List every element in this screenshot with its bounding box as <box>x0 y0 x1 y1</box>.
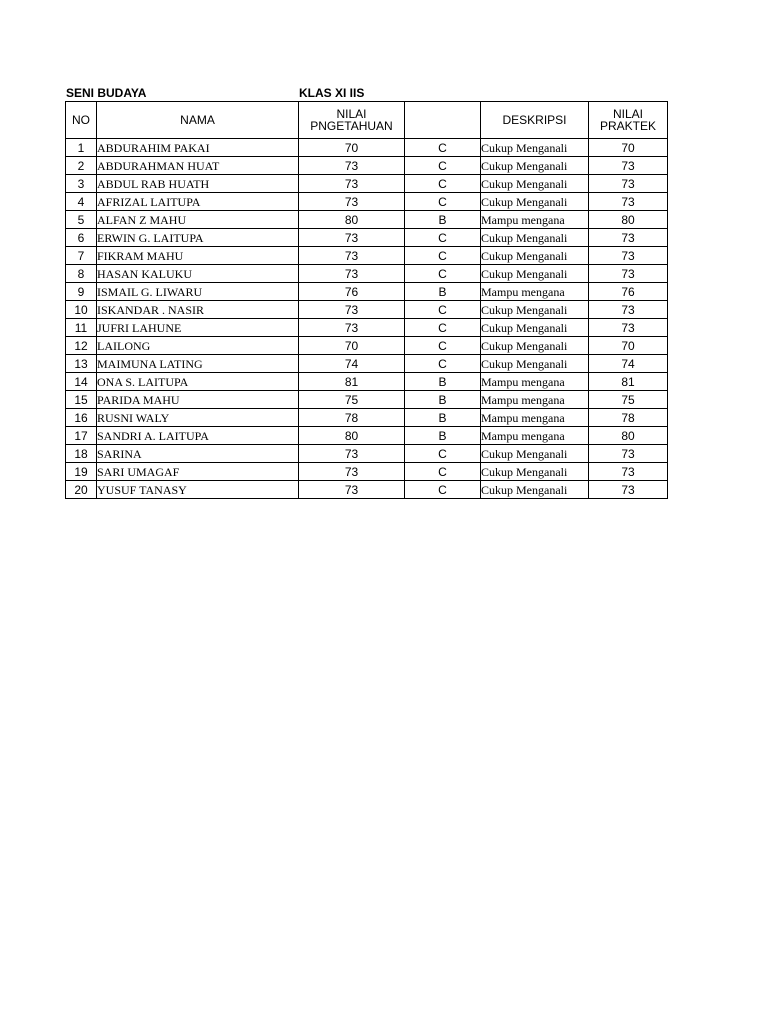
cell-no: 7 <box>66 247 97 265</box>
cell-predikat: C <box>405 463 481 481</box>
cell-nama: ABDUL RAB HUATH <box>97 175 299 193</box>
table-body <box>66 139 668 499</box>
cell-no: 12 <box>66 337 97 355</box>
table-row <box>66 157 668 175</box>
cell-no: 9 <box>66 283 97 301</box>
cell-no: 11 <box>66 319 97 337</box>
cell-nilai-praktek: 73 <box>589 445 668 463</box>
column-header-nilai-praktek: NILAI PRAKTEK <box>589 102 668 139</box>
cell-no: 13 <box>66 355 97 373</box>
cell-no: 3 <box>66 175 97 193</box>
cell-nama: RUSNI WALY <box>97 409 299 427</box>
cell-nilai-praktek: 73 <box>589 157 668 175</box>
table-row <box>66 445 668 463</box>
cell-no: 10 <box>66 301 97 319</box>
cell-no: 20 <box>66 481 97 499</box>
cell-no: 17 <box>66 427 97 445</box>
cell-nilai-praktek: 76 <box>589 283 668 301</box>
table-row <box>66 463 668 481</box>
table-row <box>66 373 668 391</box>
cell-no: 4 <box>66 193 97 211</box>
column-header-nama: NAMA <box>97 102 299 139</box>
cell-nilai-praktek: 73 <box>589 319 668 337</box>
cell-nama: JUFRI LAHUNE <box>97 319 299 337</box>
cell-nilai-pengetahuan: 73 <box>299 301 405 319</box>
cell-nilai-pengetahuan: 73 <box>299 229 405 247</box>
cell-nilai-praktek: 73 <box>589 463 668 481</box>
cell-nilai-pengetahuan: 73 <box>299 265 405 283</box>
column-header-predikat <box>405 102 481 139</box>
cell-deskripsi: Cukup Menganali <box>481 247 589 265</box>
column-header-deskripsi: DESKRIPSI <box>481 102 589 139</box>
table-row <box>66 139 668 157</box>
cell-no: 15 <box>66 391 97 409</box>
cell-nama: LAILONG <box>97 337 299 355</box>
table-row <box>66 283 668 301</box>
cell-predikat: C <box>405 229 481 247</box>
cell-deskripsi: Mampu mengana <box>481 391 589 409</box>
cell-nama: SARI UMAGAF <box>97 463 299 481</box>
cell-predikat: C <box>405 301 481 319</box>
cell-predikat: B <box>405 409 481 427</box>
cell-no: 6 <box>66 229 97 247</box>
cell-nama: PARIDA MAHU <box>97 391 299 409</box>
table-row <box>66 229 668 247</box>
cell-deskripsi: Cukup Menganali <box>481 301 589 319</box>
cell-nama: YUSUF TANASY <box>97 481 299 499</box>
cell-predikat: B <box>405 283 481 301</box>
cell-deskripsi: Mampu mengana <box>481 211 589 229</box>
cell-predikat: C <box>405 481 481 499</box>
cell-nilai-pengetahuan: 81 <box>299 373 405 391</box>
cell-predikat: C <box>405 445 481 463</box>
cell-nilai-praktek: 81 <box>589 373 668 391</box>
cell-nilai-pengetahuan: 80 <box>299 427 405 445</box>
cell-nilai-praktek: 75 <box>589 391 668 409</box>
cell-nama: MAIMUNA LATING <box>97 355 299 373</box>
cell-nilai-pengetahuan: 73 <box>299 175 405 193</box>
cell-no: 16 <box>66 409 97 427</box>
column-header-no: NO <box>66 102 97 139</box>
cell-deskripsi: Mampu mengana <box>481 427 589 445</box>
cell-nilai-pengetahuan: 73 <box>299 157 405 175</box>
cell-nama: ISKANDAR . NASIR <box>97 301 299 319</box>
table-row <box>66 247 668 265</box>
cell-deskripsi: Cukup Menganali <box>481 157 589 175</box>
cell-predikat: C <box>405 319 481 337</box>
cell-predikat: C <box>405 337 481 355</box>
cell-nilai-praktek: 73 <box>589 229 668 247</box>
cell-nilai-pengetahuan: 73 <box>299 463 405 481</box>
cell-deskripsi: Cukup Menganali <box>481 445 589 463</box>
cell-nilai-praktek: 74 <box>589 355 668 373</box>
cell-deskripsi: Cukup Menganali <box>481 319 589 337</box>
cell-deskripsi: Cukup Menganali <box>481 139 589 157</box>
cell-nama: ISMAIL G. LIWARU <box>97 283 299 301</box>
column-header-nilai-pengetahuan: NILAI PNGETAHUAN <box>299 102 405 139</box>
cell-no: 18 <box>66 445 97 463</box>
cell-deskripsi: Cukup Menganali <box>481 355 589 373</box>
cell-nilai-praktek: 73 <box>589 175 668 193</box>
cell-no: 8 <box>66 265 97 283</box>
cell-nama: AFRIZAL LAITUPA <box>97 193 299 211</box>
cell-deskripsi: Cukup Menganali <box>481 463 589 481</box>
cell-predikat: C <box>405 355 481 373</box>
cell-nilai-praktek: 73 <box>589 247 668 265</box>
cell-nama: SARINA <box>97 445 299 463</box>
cell-nilai-praktek: 78 <box>589 409 668 427</box>
cell-nilai-pengetahuan: 80 <box>299 211 405 229</box>
table-row <box>66 427 668 445</box>
cell-no: 1 <box>66 139 97 157</box>
cell-nama: ABDURAHMAN HUAT <box>97 157 299 175</box>
cell-deskripsi: Mampu mengana <box>481 283 589 301</box>
cell-nilai-pengetahuan: 73 <box>299 445 405 463</box>
cell-nilai-praktek: 73 <box>589 301 668 319</box>
cell-nilai-pengetahuan: 73 <box>299 193 405 211</box>
cell-nama: ALFAN Z MAHU <box>97 211 299 229</box>
cell-deskripsi: Cukup Menganali <box>481 481 589 499</box>
cell-nilai-pengetahuan: 73 <box>299 319 405 337</box>
cell-nama: ONA S. LAITUPA <box>97 373 299 391</box>
cell-predikat: B <box>405 211 481 229</box>
cell-no: 19 <box>66 463 97 481</box>
cell-nilai-praktek: 70 <box>589 139 668 157</box>
cell-nilai-praktek: 70 <box>589 337 668 355</box>
cell-nilai-pengetahuan: 76 <box>299 283 405 301</box>
table-row <box>66 409 668 427</box>
cell-predikat: C <box>405 265 481 283</box>
table-row <box>66 481 668 499</box>
grades-table <box>65 101 668 499</box>
subject-title: SENI BUDAYA <box>66 86 147 100</box>
cell-predikat: C <box>405 139 481 157</box>
table-row <box>66 337 668 355</box>
cell-deskripsi: Cukup Menganali <box>481 337 589 355</box>
cell-nilai-pengetahuan: 73 <box>299 247 405 265</box>
cell-nilai-praktek: 73 <box>589 193 668 211</box>
cell-no: 2 <box>66 157 97 175</box>
cell-nilai-pengetahuan: 75 <box>299 391 405 409</box>
cell-no: 5 <box>66 211 97 229</box>
cell-nama: SANDRI A. LAITUPA <box>97 427 299 445</box>
cell-nilai-pengetahuan: 70 <box>299 337 405 355</box>
cell-no: 14 <box>66 373 97 391</box>
cell-predikat: B <box>405 427 481 445</box>
cell-predikat: C <box>405 175 481 193</box>
table-row <box>66 211 668 229</box>
table-row <box>66 355 668 373</box>
cell-deskripsi: Mampu mengana <box>481 409 589 427</box>
cell-nilai-pengetahuan: 73 <box>299 481 405 499</box>
cell-nilai-pengetahuan: 74 <box>299 355 405 373</box>
cell-nama: ERWIN G. LAITUPA <box>97 229 299 247</box>
table-row <box>66 175 668 193</box>
class-title: KLAS XI IIS <box>299 86 365 100</box>
cell-predikat: C <box>405 247 481 265</box>
cell-predikat: C <box>405 193 481 211</box>
table-row <box>66 265 668 283</box>
cell-deskripsi: Cukup Menganali <box>481 229 589 247</box>
cell-predikat: C <box>405 157 481 175</box>
table-row <box>66 193 668 211</box>
cell-predikat: B <box>405 391 481 409</box>
cell-deskripsi: Cukup Menganali <box>481 265 589 283</box>
cell-nilai-pengetahuan: 70 <box>299 139 405 157</box>
cell-nama: HASAN KALUKU <box>97 265 299 283</box>
cell-predikat: B <box>405 373 481 391</box>
cell-nilai-praktek: 73 <box>589 265 668 283</box>
cell-deskripsi: Cukup Menganali <box>481 193 589 211</box>
cell-nilai-praktek: 73 <box>589 481 668 499</box>
table-row <box>66 301 668 319</box>
cell-nama: FIKRAM MAHU <box>97 247 299 265</box>
table-header-row <box>66 102 668 139</box>
table-row <box>66 391 668 409</box>
cell-nama: ABDURAHIM PAKAI <box>97 139 299 157</box>
cell-nilai-praktek: 80 <box>589 211 668 229</box>
cell-deskripsi: Mampu mengana <box>481 373 589 391</box>
cell-nilai-praktek: 80 <box>589 427 668 445</box>
table-row <box>66 319 668 337</box>
cell-nilai-pengetahuan: 78 <box>299 409 405 427</box>
cell-deskripsi: Cukup Menganali <box>481 175 589 193</box>
